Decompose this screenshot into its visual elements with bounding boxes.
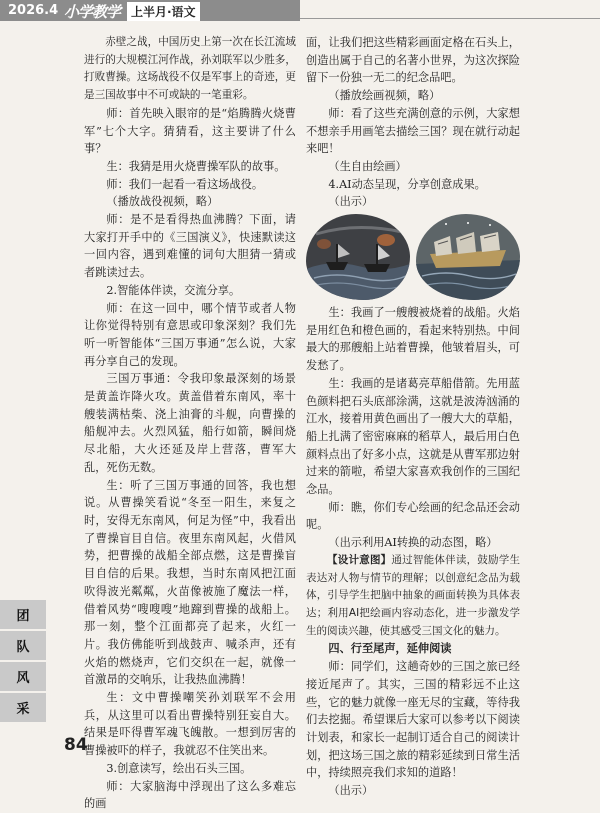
page-number: 84 [64,735,88,755]
design-intent-label: 【设计意图】 [327,553,392,566]
paragraph: 3.创意读写，绘出石头三国。 [106,761,252,775]
stone-painting-straw-boats [416,214,520,300]
paragraph: 师：大家脑海中浮现出了这么多难忘的画 [84,779,296,811]
stone-painting-burning-ships [306,214,410,300]
design-intent [306,552,520,641]
right-column [306,34,520,800]
right-column-bottom [306,304,520,800]
paragraph: 生：文中曹操嘲笑孙刘联军不会用兵，从这里可以看出曹操特别狂妄自大。结果是吓得曹军魂飞魄散。一想到厉害的曹操被吓的样子，我就忍不住笑出来。 [84,691,296,758]
paragraph: 师：我们一起看一看这场战役。 [106,177,264,191]
paragraph: 师：首先映入眼帘的是“焰腾腾火烧曹军”七个大字。猜猜看，这主要讲了什么事？ [84,106,296,156]
paragraph: 生：我画的是诸葛亮草船借箭。先用蓝色颜料把石头底部涂满，这就是波涛汹涌的江水，接着用黄色画出了一艘大大的草船，船上扎满了密密麻麻的稻草人，最后用白色颜料点出了好多小点，这就是从曹军那边射过来的箭啦，希望大家喜欢我创作的三国纪念品。 [306,376,520,497]
paragraph: 生：我猜是用火烧曹操军队的故事。 [106,159,286,173]
side-tab: 采 [0,693,46,722]
paragraph: 师：看了这些充满创意的示例，大家想不想亲手用画笔去描绘三国？现在就行动起来吧！ [306,106,520,156]
paragraph: （出示） [328,784,374,798]
section-heading: 四、行至尾声，延伸阅读 [328,642,452,656]
side-tab: 队 [0,631,46,660]
paragraph: 生：我画了一艘艘被烧着的战船。火焰是用红色和橙色画的，看起来特别热。中间最大的那艘船上站着曹操，他皱着眉头，可发愁了。 [306,306,520,373]
paragraph: 师：在这一回中，哪个情节或者人物让你觉得特别有意思或印象深刻？我们先听一听智能体“三国万事通”怎么说，大家再分享自己的发现。 [84,301,296,368]
paragraph: 师：同学们，这趟奇妙的三国之旅已经接近尾声了。其实，三国的精彩远不止这些，它的魅力就像一座无尽的宝藏，等待我们去挖掘。希望课后大家可以参考以下阅读计划表，和家长一起制订适合自己的阅读计划，把这场三国之旅的精彩延续到日常生活中，持续照亮我们求知的道路！ [306,660,520,780]
side-tab: 团 [0,600,46,629]
issue-label: 上半月·语文 [127,2,200,21]
left-column [84,34,296,813]
paragraph: （出示利用AI转换的动态图，略） [328,536,498,550]
paragraph: 师：瞧，你们专心绘画的纪念品还会动呢。 [306,500,520,532]
side-tabs [0,600,46,724]
stone-paintings [306,214,520,300]
paragraph: 师：是不是看得热血沸腾？下面，请大家打开手中的《三国演义》，快速默读这一回内容，遇到难懂的词句大胆猜一猜或者跳读过去。 [84,213,296,280]
paragraph: （生自由绘画） [328,159,407,173]
intro-quote: 赤壁之战，中国历史上第一次在长江流域进行的大规模江河作战，孙刘联军以少胜多，打败曹操。这场战役不仅是军事上的奇迹，更是三国故事中不可或缺的一笔重彩。 [84,36,296,102]
paragraph: 4.AI动态呈现，分享创意成果。 [328,177,486,191]
paragraph: （播放绘画视频，略） [328,89,441,103]
design-intent-text: 通过智能体伴读，鼓励学生表达对人物与情节的理解；以创意纪念品为载体，引导学生把脑中抽象的画面转换为具体表达；利用AI把绘画内容动态化，进一步激发学生的阅读兴趣，使其感受三国文化的魅力。 [306,553,521,637]
header-rule [300,18,600,19]
paragraph: （播放战役视频，略） [106,195,219,209]
paragraph: （出示） [328,195,374,209]
paragraph: 面，让我们把这些精彩画面定格在石头上，创造出属于自己的名著小世界，为这次探险留下一份独一无二的纪念品吧。 [306,36,520,85]
paragraph: 生：听了三国万事通的回答，我也想说。从曹操笑看说“冬至一阳生，来复之时，安得无东南风，何足为怪”中，我看出了曹操盲目自信。夜里东南风起，火借风势，把曹操的战船全部点燃，这是曹操盲目自信的后果。我想，当时东南风把江面吹得波光粼粼，火苗像被施了魔法一样，借着风势“嗖嗖嗖”地蹿到曹操的战船上。那一刻，整个江面都亮了起来，火红一片。我仿佛能听到战鼓声、喊杀声，还有火焰的燃烧声，它们交织在一起，就像一首激昂的交响乐，让我热血沸腾！ [84,478,296,687]
paragraph: 2.智能体伴读，交流分享。 [106,283,241,297]
magazine-title: 小学教学 [64,3,121,21]
page-header [0,0,600,22]
side-tab: 风 [0,662,46,691]
issue-year: 2026.4 [8,3,59,18]
paragraph: 三国万事通：令我印象最深刻的场景是黄盖诈降火攻。黄盖借着东南风，率十艘装满枯柴、浇上油膏的斗舰，向曹操的船舰冲去。火烈风猛，船行如箭，瞬间烧尽北船，大火还延及岸上营落，曹军大乱，死伤无数。 [84,372,296,474]
right-column-top [306,34,520,211]
